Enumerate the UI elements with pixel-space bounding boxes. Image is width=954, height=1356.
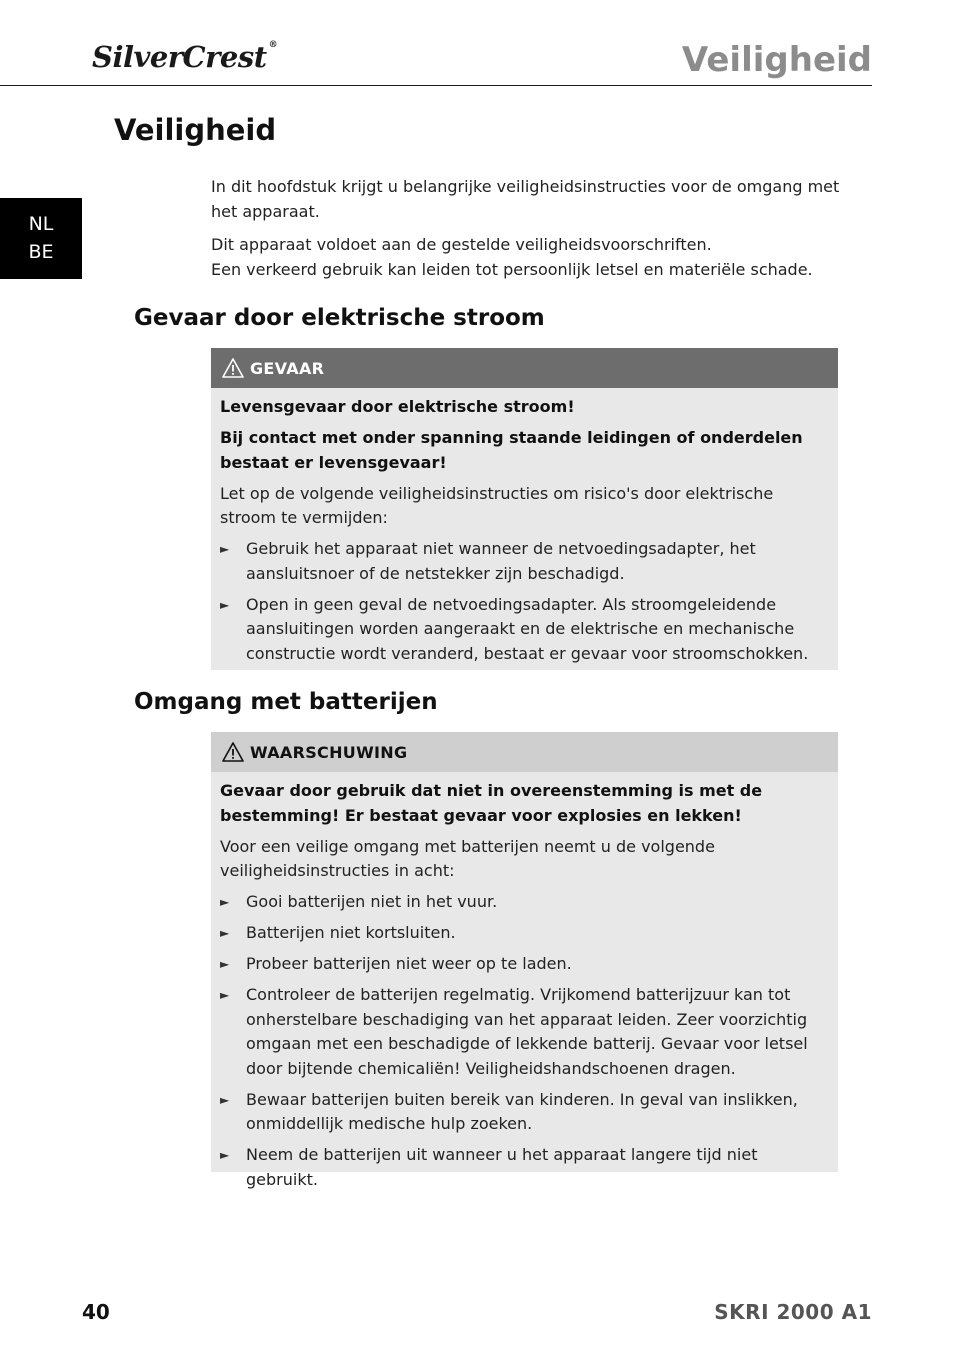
model-number: SKRI 2000 A1 — [714, 1300, 872, 1324]
danger-bold-line-2: Bij contact met onder spanning staande leidingen of onderdelen bestaat er levensgevaar! — [220, 428, 803, 472]
list-item: ► Gebruik het apparaat niet wanneer de netvoedingsadapter, het aansluitsnoer of de netstekker zijn beschadigd. — [220, 539, 756, 583]
language-code-be: BE — [28, 241, 54, 263]
section-heading-electric: Gevaar door elektrische stroom — [134, 305, 545, 331]
language-code-nl: NL — [28, 213, 54, 235]
arrow-bullet-icon: ► — [220, 1148, 230, 1162]
section-heading-batteries: Omgang met batterijen — [134, 689, 438, 715]
danger-label: GEVAAR — [250, 358, 325, 378]
warning-box — [211, 732, 838, 1189]
warning-instruction-text: Voor een veilige omgang met batterijen neemt u de volgende veiligheidsinstructies in acht: — [220, 836, 715, 880]
header-divider — [0, 85, 872, 86]
page-number: 40 — [82, 1300, 110, 1324]
danger-box-header — [211, 348, 838, 388]
warning-triangle-icon — [222, 742, 244, 762]
list-item: ► Probeer batterijen niet weer op te laden. — [220, 952, 830, 977]
danger-bold-line-1: Levensgevaar door elektrische stroom! — [220, 397, 575, 416]
silvercrest-logo: SilverCrest ® — [92, 40, 278, 74]
arrow-bullet-icon: ► — [220, 957, 230, 971]
danger-bullet-list — [220, 537, 830, 666]
arrow-bullet-icon: ► — [220, 988, 230, 1002]
intro-paragraph-1: In dit hoofdstuk krijgt u belangrijke veiligheidsinstructies voor de omgang met het apparaat. — [211, 177, 840, 221]
arrow-bullet-icon: ► — [220, 926, 230, 940]
list-item: ► Gooi batterijen niet in het vuur. — [220, 890, 830, 915]
warning-bold-line-1: Gevaar door gebruik dat niet in overeenstemming is met de bestemming! Er bestaat gevaar voor explosies en lekken! — [220, 781, 763, 825]
header-title: Veiligheid — [681, 40, 872, 80]
arrow-bullet-icon: ► — [220, 597, 230, 612]
danger-box-body — [211, 388, 838, 672]
arrow-bullet-icon: ► — [220, 1092, 230, 1107]
page-title: Veiligheid — [114, 113, 277, 147]
intro-paragraph-2: Dit apparaat voldoet aan de gestelde veiligheidsvoorschriften. Een verkeerd gebruik kan leiden tot persoonlijk letsel en materiële schade. — [211, 235, 813, 279]
warning-triangle-icon — [222, 358, 244, 378]
warning-box-header — [211, 732, 838, 772]
danger-box — [211, 348, 838, 670]
list-item: ► Batterijen niet kortsluiten. — [220, 921, 830, 946]
arrow-bullet-icon: ► — [220, 895, 230, 909]
list-item: ► Neem de batterijen uit wanneer u het apparaat langere tijd niet gebruikt. — [220, 1145, 758, 1189]
language-tab — [0, 198, 82, 279]
list-item: ► Bewaar batterijen buiten bereik van kinderen. In geval van inslikken, onmiddellijk medische hulp zoeken. — [220, 1089, 798, 1133]
list-item: ► Open in geen geval de netvoedingsadapter. Als stroomgeleidende aansluitingen worden aangeraakt en de elektrische en mechanische constructie wordt veranderd, bestaat er gevaar voor stroomschokken. — [220, 594, 809, 663]
warning-label: WAARSCHUWING — [250, 742, 408, 762]
warning-box-body — [211, 772, 838, 1198]
warning-bullet-list — [220, 890, 830, 1192]
page-header — [0, 0, 954, 90]
arrow-bullet-icon: ► — [220, 542, 230, 556]
danger-instruction-text: Let op de volgende veiligheidsinstructies om risico's door elektrische stroom te vermijden: — [220, 483, 774, 527]
list-item: ► Controleer de batterijen regelmatig. Vrijkomend batterijzuur kan tot onherstelbare beschadiging van het apparaat leiden. Zeer voorzichtig omgaan met een beschadigde of lekkende batterij. Gevaar voor letsel door bijtende chemicaliën! Veiligheidshandschoenen dragen. — [220, 985, 808, 1078]
